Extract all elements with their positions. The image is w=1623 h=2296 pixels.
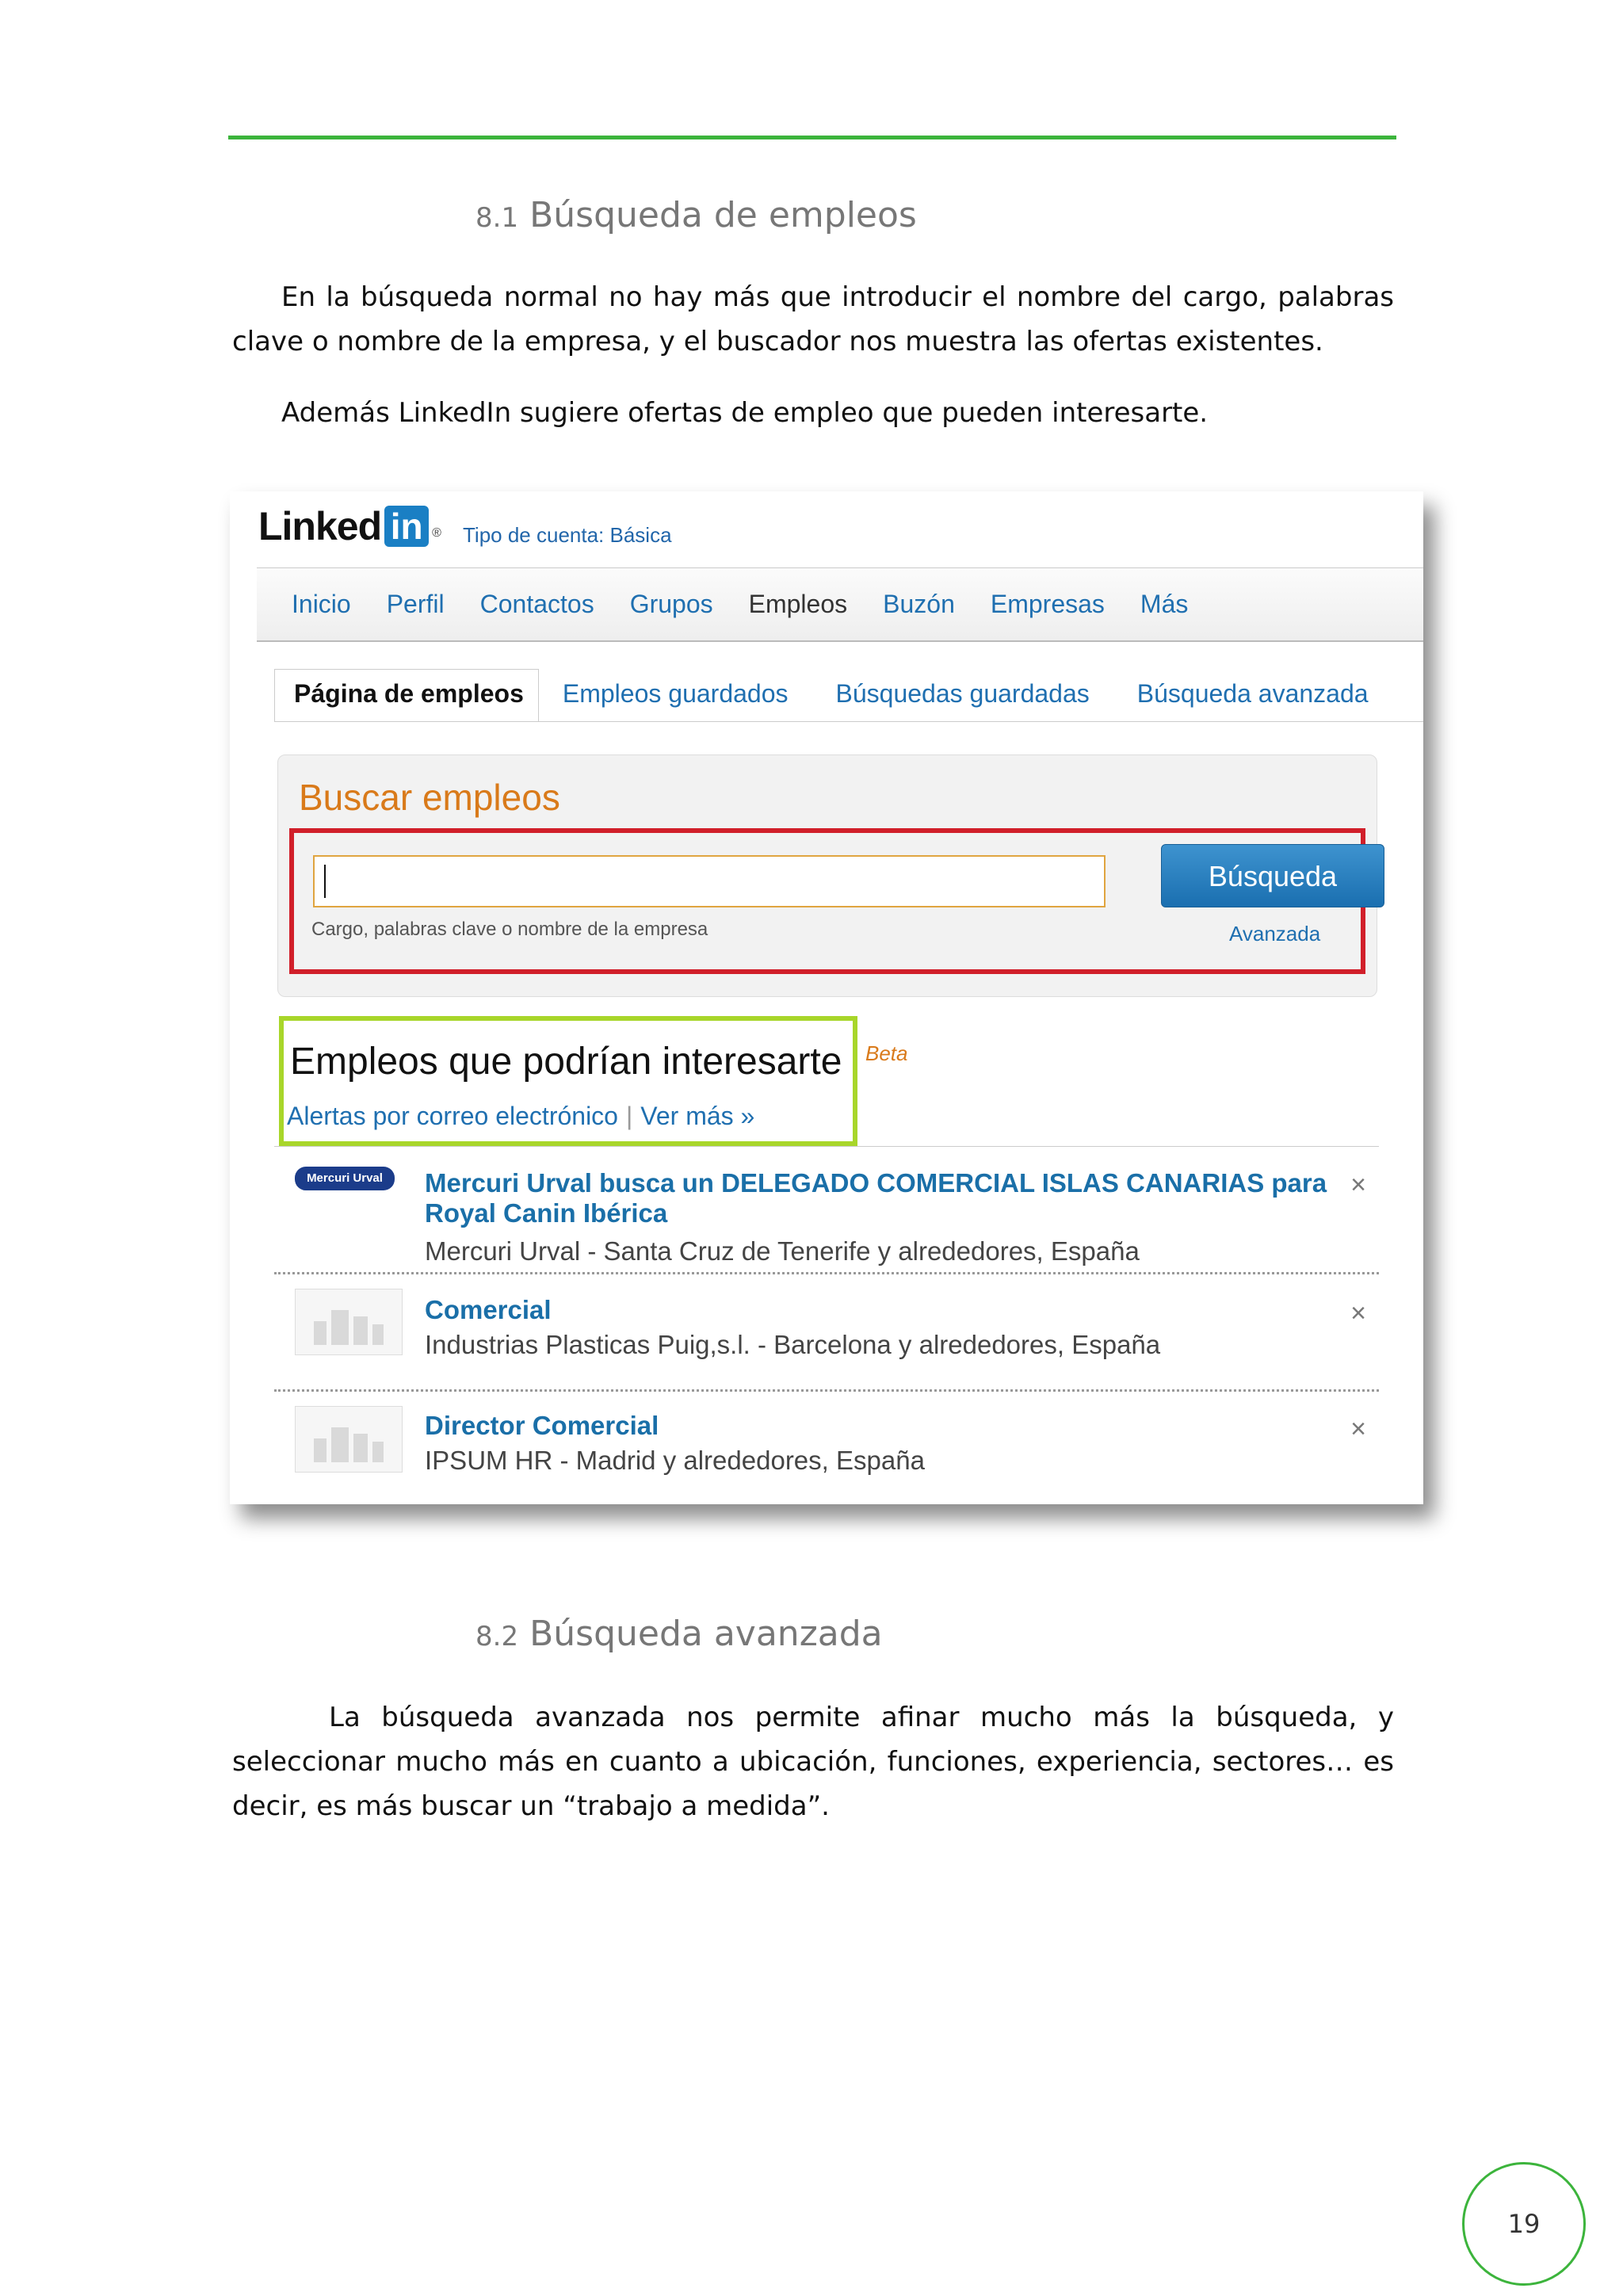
section-heading-8-2 bbox=[475, 1614, 883, 1654]
tab-empleos-guardados[interactable]: Empleos guardados bbox=[562, 679, 789, 708]
logo-in-badge: in bbox=[384, 506, 429, 547]
job-location: IPSUM HR - Madrid y alrededores, España bbox=[425, 1446, 925, 1475]
recommended-jobs-heading: Empleos que podrían interesarte bbox=[290, 1041, 842, 1083]
job-title-link[interactable]: Comercial bbox=[425, 1295, 552, 1324]
close-icon[interactable]: × bbox=[1350, 1414, 1366, 1444]
company-placeholder-icon bbox=[295, 1289, 403, 1355]
nav-inicio[interactable]: Inicio bbox=[292, 590, 351, 618]
jobs-tabs bbox=[274, 672, 1392, 721]
job-search-input[interactable] bbox=[313, 855, 1106, 907]
job-location: Industrias Plasticas Puig,s.l. - Barcelona y alrededores, España bbox=[425, 1330, 1161, 1359]
job-item[interactable] bbox=[274, 1148, 1379, 1274]
linkedin-logo[interactable] bbox=[258, 502, 441, 550]
nav-buzon[interactable]: Buzón bbox=[883, 590, 955, 618]
beta-badge: Beta bbox=[865, 1041, 908, 1065]
link-separator: | bbox=[625, 1102, 633, 1130]
search-button[interactable]: Búsqueda bbox=[1161, 844, 1384, 907]
company-placeholder-icon bbox=[295, 1406, 403, 1473]
job-item[interactable] bbox=[274, 1392, 1379, 1504]
email-alerts-link[interactable]: Alertas por correo electrónico bbox=[287, 1102, 618, 1130]
intro-paragraph: En la búsqueda normal no hay más que introducir el nombre del cargo, palabras clave o nombre de la empresa, y el buscador nos muestra las ofertas existentes. bbox=[232, 281, 1394, 357]
search-hint: Cargo, palabras clave o nombre de la empresa bbox=[311, 919, 708, 940]
search-title: Buscar empleos bbox=[299, 777, 560, 818]
highlight-red-frame bbox=[289, 828, 1365, 974]
linkedin-screenshot bbox=[230, 491, 1423, 1504]
page-number: 19 bbox=[1462, 2162, 1586, 2286]
section-title: Búsqueda avanzada bbox=[529, 1614, 883, 1654]
account-type-link[interactable]: Tipo de cuenta: Básica bbox=[463, 523, 672, 547]
company-logo-mercuri-urval: Mercuri Urval bbox=[295, 1167, 395, 1190]
nav-empresas[interactable]: Empresas bbox=[990, 590, 1105, 618]
recommended-links bbox=[287, 1102, 754, 1131]
see-more-link[interactable]: Ver más » bbox=[640, 1102, 755, 1130]
text-caret bbox=[324, 865, 326, 898]
section-number: 8.2 bbox=[475, 1621, 519, 1652]
nav-grupos[interactable]: Grupos bbox=[629, 590, 713, 618]
suggestion-paragraph: Además LinkedIn sugiere ofertas de empleo que pueden interesarte. bbox=[281, 397, 1209, 429]
job-title-link[interactable]: Mercuri Urval busca un DELEGADO COMERCIAL ISLAS CANARIAS para Royal Canin Ibérica bbox=[425, 1168, 1327, 1228]
nav-mas[interactable]: Más bbox=[1140, 590, 1189, 618]
job-search-panel bbox=[277, 755, 1377, 997]
close-icon[interactable]: × bbox=[1350, 1298, 1366, 1328]
main-nav bbox=[257, 567, 1423, 642]
advanced-search-paragraph: La búsqueda avanzada nos permite afinar mucho más la búsqueda, y seleccionar mucho más en cuanto a ubicación, funciones, experiencia, sectores… es decir, es más buscar un “trabajo a medida”. bbox=[232, 1702, 1394, 1822]
nav-perfil[interactable]: Perfil bbox=[386, 590, 445, 618]
job-item[interactable] bbox=[274, 1274, 1379, 1392]
section-title: Búsqueda de empleos bbox=[529, 195, 917, 235]
section-heading-8-1 bbox=[475, 195, 917, 235]
nav-contactos[interactable]: Contactos bbox=[479, 590, 594, 618]
nav-empleos[interactable]: Empleos bbox=[748, 590, 848, 618]
logo-text: Linked bbox=[258, 504, 382, 548]
section-number: 8.1 bbox=[475, 202, 519, 234]
job-location: Mercuri Urval - Santa Cruz de Tenerife y alrededores, España bbox=[425, 1236, 1140, 1266]
highlight-green-frame bbox=[279, 1016, 857, 1146]
registered-mark: ® bbox=[432, 526, 441, 540]
tabs-divider bbox=[274, 721, 1423, 722]
tab-pagina-de-empleos[interactable]: Página de empleos bbox=[274, 669, 539, 721]
close-icon[interactable]: × bbox=[1350, 1170, 1366, 1200]
tab-busqueda-avanzada[interactable]: Búsqueda avanzada bbox=[1136, 679, 1369, 708]
header-rule bbox=[228, 136, 1396, 139]
recommended-divider bbox=[274, 1146, 1379, 1147]
tab-busquedas-guardadas[interactable]: Búsquedas guardadas bbox=[835, 679, 1090, 708]
advanced-search-link[interactable]: Avanzada bbox=[1229, 922, 1321, 946]
job-title-link[interactable]: Director Comercial bbox=[425, 1411, 659, 1440]
